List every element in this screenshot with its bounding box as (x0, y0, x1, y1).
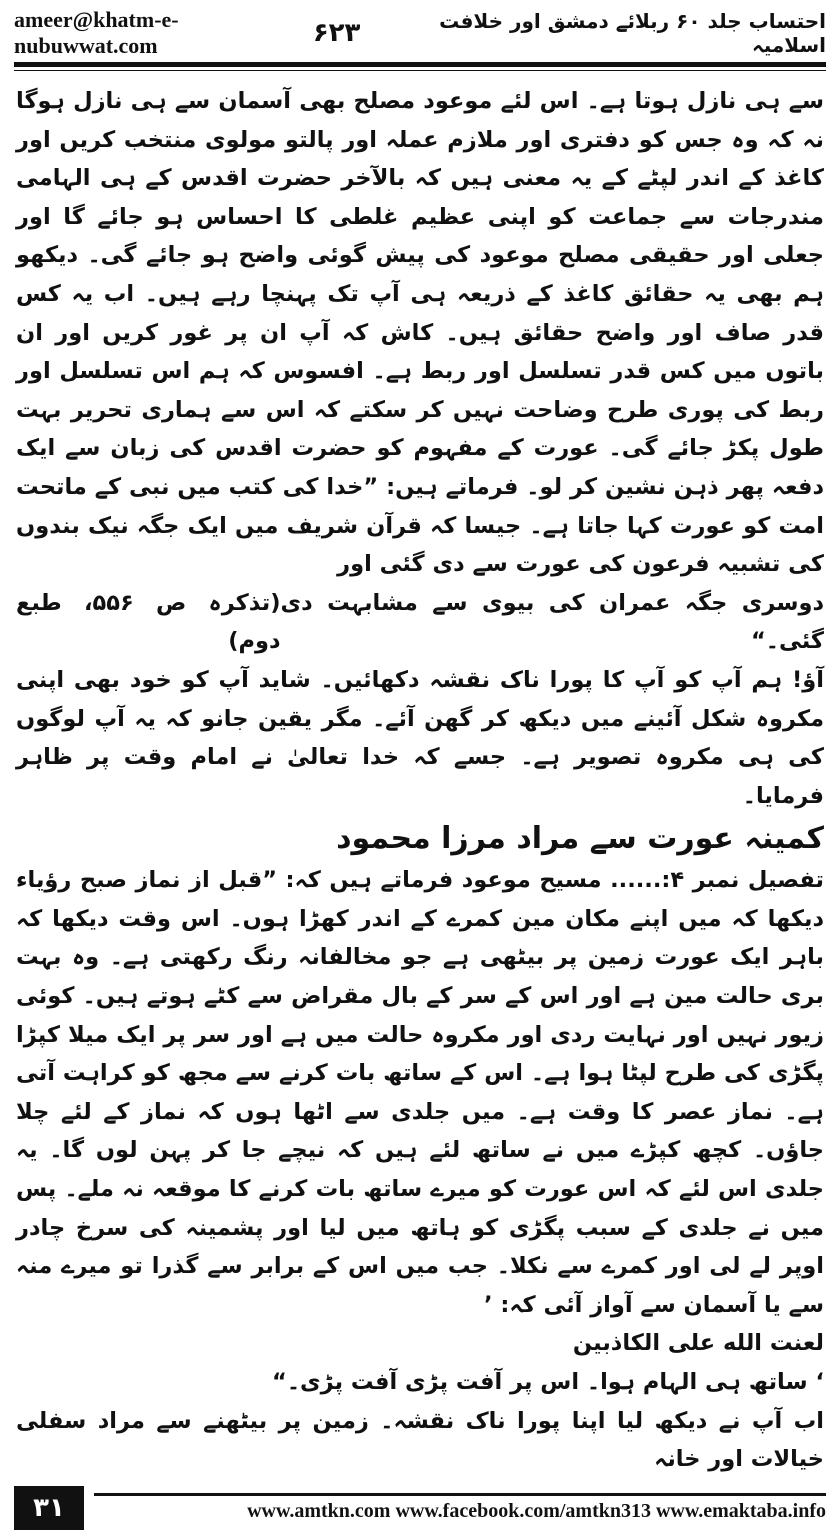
paragraph-1-last-line: دوسری جگہ عمران کی بیوی سے مشابہت دی گئی۔“ (280, 589, 824, 655)
footer-links-wrap (84, 1493, 826, 1523)
footer-links[interactable]: www.amtkn.com www.facebook.com/amtkn313 www.emaktaba.info (247, 1500, 826, 1522)
paragraph-3 (16, 861, 824, 1401)
citation-line (16, 584, 824, 661)
section-heading: کمینہ عورت سے مراد مرزا محمود (336, 821, 824, 857)
running-title: احتساب جلد ۶۰ ربلائے دمشق اور خلافت اسلامیہ (439, 9, 826, 57)
footer-folio: ۳۱ (14, 1486, 84, 1530)
header-email[interactable]: ameer@khatm-e-nubuwwat.com (14, 7, 179, 58)
header-rule (14, 62, 826, 67)
paragraph-3-text: تفصیل نمبر ۴:...... مسیح موعود فرماتے ہیں کہ: ”قبل از نماز صبح رؤیاء دیکھا کہ میں اپنے مکان مین کمرے کے اندر کھڑا ہوں۔ اس وقت دیکھا کہ باہر ایک عورت زمین پر بیٹھی ہے جو مخالفانہ رنگ رکھتی ہے۔ وہ بہت بری حالت مین ہے اور اس کے سر کے بال مقراض سے کٹے ہوتے ہیں۔ کوئی زیور نہیں اور نہایت ردی اور مکروہ حالت میں ہے اور سر پر ایک میلا کپڑا پگڑی کی طرح لپٹا ہوا ہے۔ اس کے ساتھ بات کرنے سے مجھ کو کراہت آتی ہے۔ نماز عصر کا وقت ہے۔ میں جلدی سے اٹھا ہوں کہ نماز کے لئے چلا جاؤں۔ کچھ کپڑے میں نے ساتھ لئے ہیں کہ نیچے جا کر پہن لوں گا۔ یہ جلدی اس لئے کہ اس عورت کو میرے ساتھ بات کرنے کا موقعہ نہ ملے۔ پس میں نے جلدی کے سبب پگڑی کو ہاتھ میں لیا اور پشمینہ کی سرخ چادر اوپر لے لی اور کمرے سے نکلا۔ جب میں اس کے برابر سے گذرا تو میرے منہ سے یا آسمان سے آواز آئی کہ: ’ (16, 867, 824, 1318)
citation: (تذکرہ ص ۵۵۶، طبع دوم) (16, 589, 281, 655)
paragraph-2: آؤ! ہم آپ کو آپ کا پورا ناک نقشہ دکھائیں۔ شاید آپ کو خود بھی اپنی مکروہ شکل آئینے میں دیکھ کر گھن آئے۔ مگر یقین جانو کہ یہ آپ لوگوں کی ہی مکروہ تصویر ہے۔ جسے کہ خدا تعالیٰ نے امام وقت پر ظاہر فرمایا۔ (16, 666, 824, 809)
paragraph-3-end: ‘ ساتھ ہی الہام ہوا۔ اس پر آفت پڑی آفت پڑی۔“ (272, 1369, 824, 1395)
page-footer (14, 1484, 826, 1532)
page-body (16, 82, 824, 1473)
header-rule-thin (14, 70, 826, 71)
page-header (14, 7, 826, 58)
footer-rule (94, 1493, 826, 1496)
paragraph-1: سے ہی نازل ہوتا ہے۔ اس لئے موعود مصلح بھی آسمان سے ہی نازل ہوگا نہ کہ وہ جس کو دفتری اور ملازم عملہ اور پالتو مولوی منتخب کریں اور کاغذ کے اندر لپٹے کے یہ معنی ہیں کہ بالآخر حضرت اقدس کے ہی الہامی مندرجات سے جماعت کو اپنی عظیم غلطی کا احساس ہو جائے گا اور جعلی اور حقیقی مصلح موعود کی پیش گوئی واضح ہو جائے گی۔ دیکھو ہم بھی یہ حقائق کاغذ کے ذریعہ ہی آپ تک پہنچا رہے ہیں۔ اب یہ کس قدر صاف اور واضح حقائق ہیں۔ کاش کہ آپ ان پر غور کریں اور ان باتوں میں کس قدر تسلسل اور ربط ہے۔ افسوس کہ ہم اس تسلسل اور ربط کی پوری طرح وضاحت نہیں کر سکتے کہ اس سے ہماری تحریر بہت طول پکڑ جائے گی۔ عورت کے مفہوم کو حضرت اقدس کی زبان سے ایک دفعہ پھر ذہن نشین کر لو۔ فرماتے ہیں: ”خدا کی کتب میں نبی کے ماتحت امت کو عورت کہا جاتا ہے۔ جیسا کہ قرآن شریف میں ایک جگہ نیک بندوں کی تشبیہ فرعون کی عورت سے دی گئی اور (16, 88, 824, 578)
header-page-number: ۶۲۳ (312, 18, 361, 48)
paragraph-4: اب آپ نے دیکھ لیا اپنا پورا ناک نقشہ۔ زمین پر بیٹھنے سے مراد سفلی خیالات اور خانہ (16, 1407, 824, 1473)
arabic-quote: لعنت الله علی الکاذبین (572, 1330, 824, 1357)
running-title-group (313, 9, 826, 57)
